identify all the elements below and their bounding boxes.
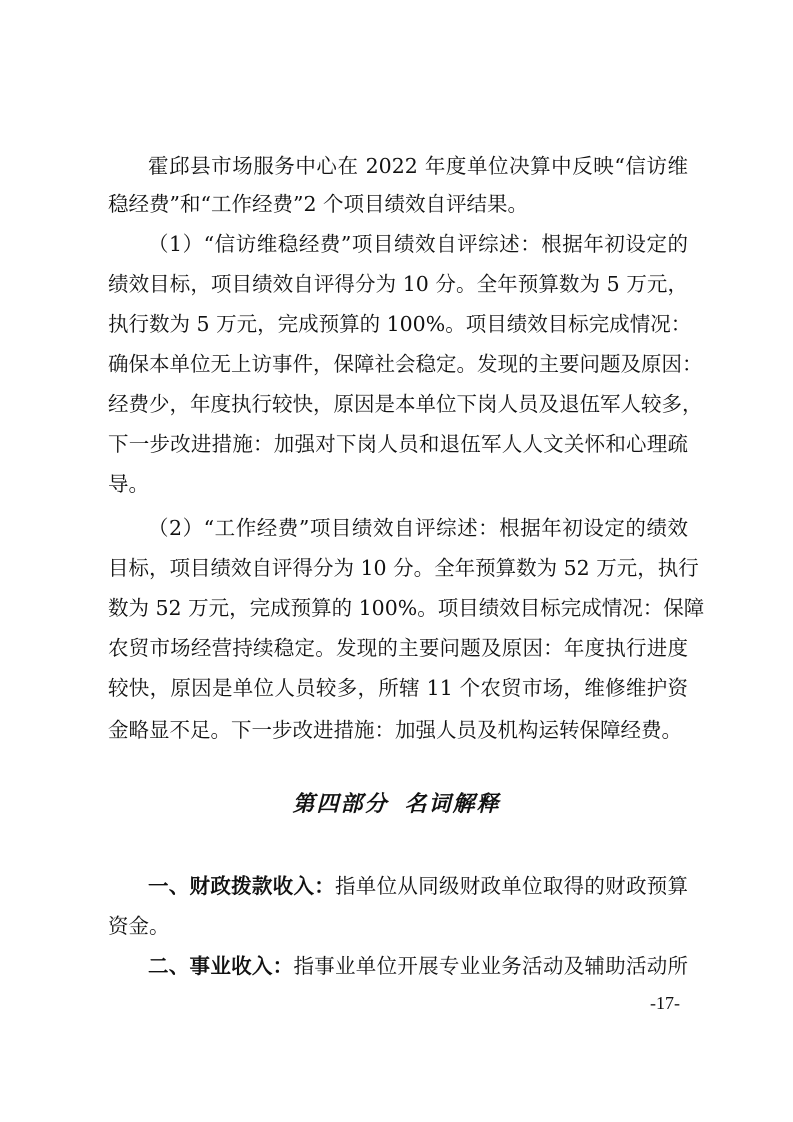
paragraph-2-line-1: （1）“信访维稳经费”项目绩效自评综述：根据年初设定的: [148, 232, 688, 256]
section-heading: [0, 786, 793, 822]
definition-1-text: 指单位从同级财政单位取得的财政预算: [335, 874, 689, 898]
section-part-label: 第四部分: [292, 791, 389, 817]
paragraph-3-line-3: 数为 52 万元，完成预算的 100%。项目绩效目标完成情况：保障: [108, 596, 705, 620]
paragraph-2-line-5: 经费少，年度执行较快，原因是本单位下岗人员及退伍军人较多，: [108, 392, 703, 416]
paragraph-3-line-2: 目标，项目绩效自评得分为 10 分。全年预算数为 52 万元，执行: [108, 556, 699, 580]
paragraph-2-line-6: 下一步改进措施：加强对下岗人员和退伍军人人文关怀和心理疏: [108, 432, 688, 456]
definition-1-term: 一、财政拨款收入：: [148, 874, 336, 898]
definition-2-line-1: [148, 950, 688, 982]
page-number: -17-: [650, 993, 680, 1013]
paragraph-3-line-5: 较快，原因是单位人员较多，所辖 11 个农贸市场，维修维护资: [108, 676, 688, 700]
definition-1-line-1: [148, 870, 688, 902]
definition-2-text: 指事业单位开展专业业务活动及辅助活动所: [293, 954, 689, 978]
paragraph-3-line-4: 农贸市场经营持续稳定。发现的主要问题及原因：年度执行进度: [108, 636, 688, 660]
paragraph-2-line-4: 确保本单位无上访事件，保障社会稳定。发现的主要问题及原因：: [108, 352, 703, 376]
paragraph-2-line-7: 导。: [108, 472, 149, 496]
paragraph-1-line-1: 霍邱县市场服务中心在 2022 年度单位决算中反映“信访维: [148, 154, 688, 178]
paragraph-2-line-2: 绩效目标，项目绩效自评得分为 10 分。全年预算数为 5 万元，: [108, 272, 688, 296]
paragraph-2-line-3: 执行数为 5 万元，完成预算的 100%。项目绩效目标完成情况：: [108, 312, 692, 336]
section-title: 名词解释: [404, 791, 501, 817]
paragraph-1-line-2: 稳经费”和“工作经费”2 个项目绩效自评结果。: [108, 192, 528, 216]
definition-1-line-2: 资金。: [108, 914, 170, 938]
paragraph-3-line-1: （2）“工作经费”项目绩效自评综述：根据年初设定的绩效: [148, 516, 688, 540]
definition-2-term: 二、事业收入：: [148, 954, 294, 978]
paragraph-3-line-6: 金略显不足。下一步改进措施：加强人员及机构运转保障经费。: [108, 718, 682, 742]
